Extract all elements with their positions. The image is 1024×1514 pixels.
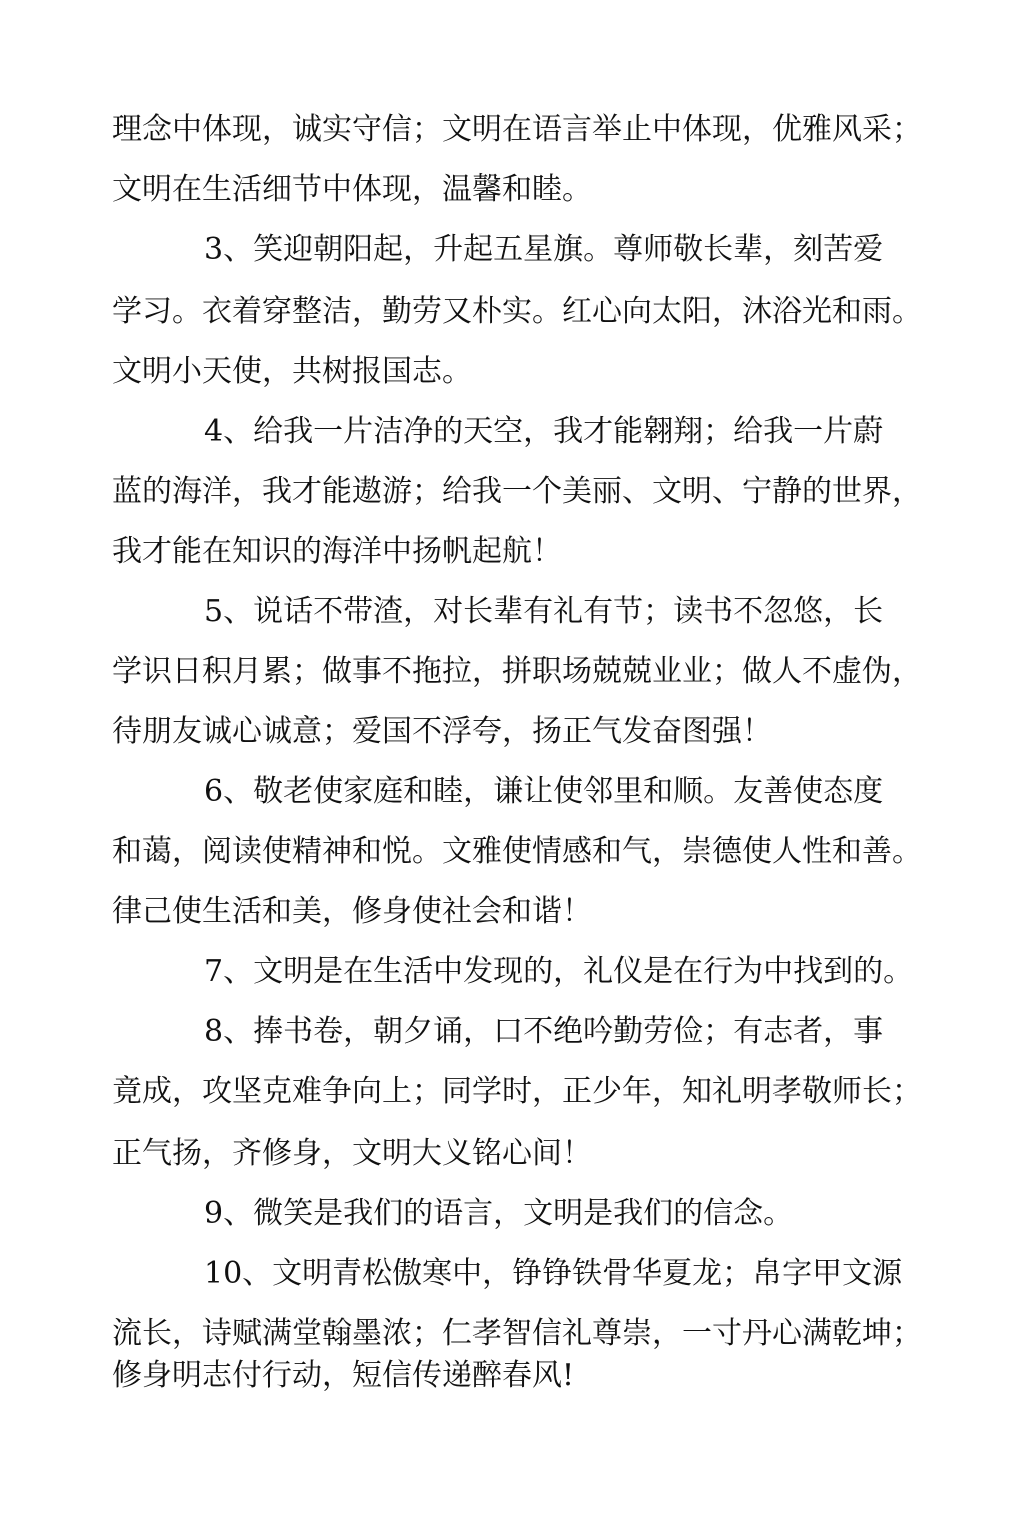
text-line: 学习。衣着穿整洁，勤劳又朴实。红心向太阳，沐浴光和雨。	[112, 294, 922, 329]
text-line: 6、敬老使家庭和睦，谦让使邻里和顺。友善使态度	[204, 774, 884, 809]
text-line: 流长，诗赋满堂翰墨浓；仁孝智信礼尊崇，一寸丹心满乾坤；	[112, 1316, 922, 1351]
text-line: 待朋友诚心诚意；爱国不浮夸，扬正气发奋图强！	[112, 714, 772, 749]
text-line: 学识日积月累；做事不拖拉，拼职场兢兢业业；做人不虚伪，	[112, 654, 922, 689]
text-line: 和蔼，阅读使精神和悦。文雅使情感和气，崇德使人性和善。	[112, 834, 922, 869]
text-line: 理念中体现，诚实守信；文明在语言举止中体现，优雅风采；	[112, 112, 922, 147]
text-line: 竟成，攻坚克难争向上；同学时，正少年，知礼明孝敬师长；	[112, 1074, 922, 1109]
text-line: 律己使生活和美，修身使社会和谐！	[112, 894, 592, 929]
text-line: 修身明志付行动，短信传递醉春风!	[112, 1358, 575, 1393]
text-line: 10、文明青松傲寒中，铮铮铁骨华夏龙；帛字甲文源	[204, 1256, 903, 1291]
text-line: 文明在生活细节中体现，温馨和睦。	[112, 172, 592, 207]
text-line: 蓝的海洋，我才能遨游；给我一个美丽、文明、宁静的世界，	[112, 474, 922, 509]
text-line: 我才能在知识的海洋中扬帆起航！	[112, 534, 562, 569]
text-line: 7、文明是在生活中发现的，礼仪是在行为中找到的。	[204, 954, 914, 989]
text-line: 4、给我一片洁净的天空，我才能翱翔；给我一片蔚	[204, 414, 884, 449]
text-line: 文明小天使，共树报国志。	[112, 354, 472, 389]
text-line: 8、捧书卷，朝夕诵，口不绝吟勤劳俭；有志者，事	[204, 1014, 884, 1049]
text-line: 5、说话不带渣，对长辈有礼有节；读书不忽悠，长	[204, 594, 884, 629]
text-line: 正气扬，齐修身，文明大义铭心间！	[112, 1136, 592, 1171]
text-line: 3、笑迎朝阳起，升起五星旗。尊师敬长辈，刻苦爱	[204, 232, 884, 267]
text-line: 9、微笑是我们的语言，文明是我们的信念。	[204, 1196, 794, 1231]
